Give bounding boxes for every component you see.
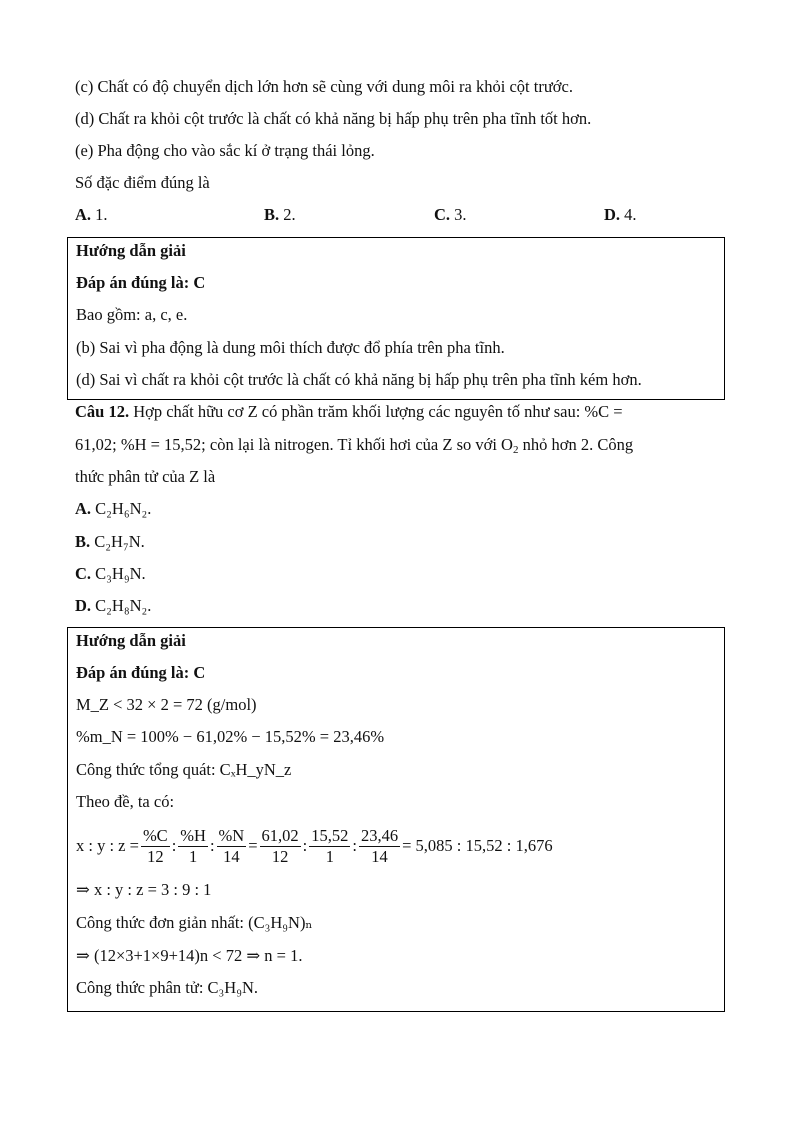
q11-solution-box — [67, 237, 725, 400]
option-c[interactable]: C. 3. — [434, 205, 467, 224]
ratio-result: = 5,085 : 15,52 : 1,676 — [402, 836, 553, 855]
fraction: $\frac{\%C}{12}$ — [142, 825, 168, 866]
general-formula-line: Công thức tổng quát: CₓH_yN_z — [76, 760, 292, 779]
q12-option-c[interactable]: C. C₃H₉N. — [75, 564, 146, 583]
q11-options — [75, 205, 715, 227]
solution-answer: Đáp án đúng là: C — [76, 273, 206, 292]
ratio-lhs: x : y : z = — [76, 836, 139, 855]
solution-line: Bao gồm: a, c, e. — [76, 305, 188, 324]
statement-c: (c) Chất có độ chuyển dịch lớn hơn sẽ cùng với dung môi ra khỏi cột trước. — [75, 77, 573, 96]
option-d[interactable]: D. 4. — [604, 205, 637, 224]
solution-heading: Hướng dẫn giải — [76, 631, 186, 650]
solution-line: (b) Sai vì pha động là dung môi thích được đổ phía trên pha tĩnh. — [76, 338, 505, 357]
q12-option-a[interactable]: A. C₂H₆N₂. — [75, 499, 152, 518]
option-b[interactable]: B. 2. — [264, 205, 296, 224]
fraction: $\frac{61,02}{12}$ — [261, 825, 299, 866]
molecular-formula-line: Công thức phân tử: C₃H₉N. — [76, 978, 259, 997]
solution-answer: Đáp án đúng là: C — [76, 663, 206, 682]
ratio-simple-line: ⇒ x : y : z = 3 : 9 : 1 — [76, 880, 212, 899]
q12-text-3: thức phân tử của Z là — [75, 467, 216, 486]
q12-option-b[interactable]: B. C₂H₇N. — [75, 532, 145, 551]
molar-mass-line: M_Z < 32 × 2 = 72 (g/mol) — [76, 695, 257, 714]
fraction: $\frac{\%H}{1}$ — [180, 825, 206, 866]
fraction: $\frac{15,52}{1}$ — [311, 825, 349, 866]
solution-line: (d) Sai vì chất ra khỏi cột trước là chất có khả năng bị hấp phụ trên pha tĩnh kém hơn. — [76, 370, 642, 389]
q12-text: Câu 12. Hợp chất hữu cơ Z có phần trăm khối lượng các nguyên tố như sau: %C = — [75, 402, 623, 421]
statement-e: (e) Pha động cho vào sắc kí ở trạng thái lỏng. — [75, 141, 375, 160]
inequality-line: ⇒ (12×3+1×9+14)n < 72 ⇒ n = 1. — [76, 946, 303, 965]
q12-text-2: 61,02; %H = 15,52; còn lại là nitrogen. Tỉ khối hơi của Z so với $O_2$ nhỏ hơn 2. Công — [75, 435, 634, 456]
fraction: $\frac{\%N}{14}$ — [218, 825, 245, 866]
q12-option-d[interactable]: D. C₂H₈N₂. — [75, 596, 152, 615]
statement-d: (d) Chất ra khỏi cột trước là chất có khả năng bị hấp phụ trên pha tĩnh tốt hơn. — [75, 109, 592, 128]
ratio-equation: x : y : z = $\frac{\%C}{12}$ : $\frac{\%H}{1}$ : $\frac{\%N}{14}$ = $\frac{61,02}{12}$ : $\frac{15,52}{1}$ : $\frac{23,46}{14}$ = 5,085 : 15,52 : 1,676 — [76, 825, 553, 866]
option-a[interactable]: A. 1. — [75, 205, 108, 224]
fraction: $\frac{23,46}{14}$ — [360, 825, 399, 866]
q12-solution-box — [67, 627, 725, 1012]
given-line: Theo đề, ta có: — [76, 792, 175, 811]
solution-heading: Hướng dẫn giải — [76, 241, 186, 260]
nitrogen-percent-line: %m_N = 100% − 61,02% − 15,52% = 23,46% — [76, 727, 385, 746]
question-prompt: Số đặc điểm đúng là — [75, 173, 210, 192]
empirical-formula-line: Công thức đơn giản nhất: (C₃H₉N)ₙ — [76, 913, 313, 932]
